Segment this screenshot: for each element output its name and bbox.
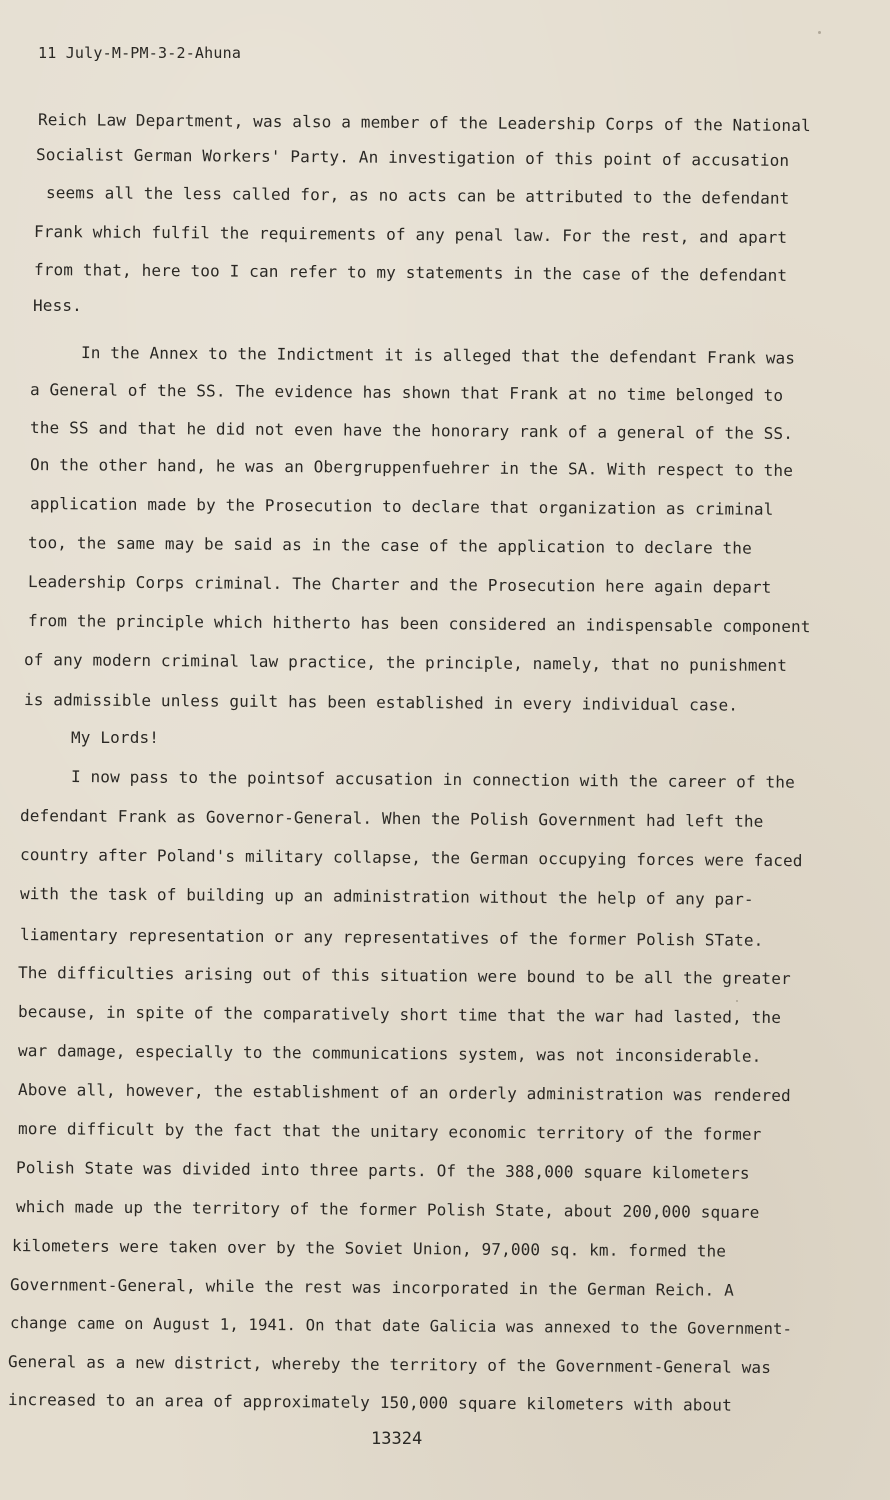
text-line: On the other hand, he was an Obergruppenfuehrer in the SA. With respect to the xyxy=(29,455,794,480)
text-line: seems all the less called for, as no acts can be attributed to the defendant xyxy=(45,183,790,208)
text-line: My Lords! xyxy=(71,728,160,747)
text-line: I now pass to the pointsof accusation in connection with the career of the xyxy=(70,767,795,792)
text-line: is admissible unless guilt has been established in every individual case. xyxy=(23,690,739,715)
page-number: 13324 xyxy=(371,1429,423,1449)
text-line: General as a new district, whereby the territory of the Government-General was xyxy=(7,1352,772,1377)
text-line: kilometers were taken over by the Soviet Union, 97,000 sq. km. formed the xyxy=(11,1236,727,1261)
text-line: Socialist German Workers' Party. An investigation of this point of accusation xyxy=(35,145,790,170)
paper-speck xyxy=(818,31,821,34)
text-line: of any modern criminal law practice, the principle, namely, that no punishment xyxy=(23,650,788,675)
text-line: country after Poland's military collapse, the German occupying forces were faced xyxy=(19,845,803,871)
text-line: with the task of building up an administration without the help of any par- xyxy=(19,884,754,909)
text-line: which made up the territory of the former Polish State, about 200,000 square xyxy=(15,1197,760,1222)
text-line: defendant Frank as Governor-General. When the Polish Government had left the xyxy=(19,806,764,831)
text-line: change came on August 1, 1941. On that date Galicia was annexed to the Government- xyxy=(9,1314,793,1339)
text-line: In the Annex to the Indictment it is alleged that the defendant Frank was xyxy=(80,343,796,368)
text-line: the SS and that he did not even have the honorary rank of a general of the SS. xyxy=(29,418,794,443)
text-line: from the principle which hitherto has been considered an indispensable component xyxy=(27,611,811,637)
text-line: Hess. xyxy=(33,296,82,315)
text-line: from that, here too I can refer to my statements in the case of the defendant xyxy=(33,260,788,285)
text-line: a General of the SS. The evidence has shown that Frank at no time belonged to xyxy=(29,380,784,405)
text-line: because, in spite of the comparatively short time that the war had lasted, the xyxy=(17,1002,782,1027)
text-line: liamentary representation or any representatives of the former Polish STate. xyxy=(19,925,764,950)
text-line: Frank which fulfil the requirements of any penal law. For the rest, and apart xyxy=(33,222,788,247)
text-line: too, the same may be said as in the case of the application to declare the xyxy=(27,533,752,558)
text-line: Reich Law Department, was also a member of the Leadership Corps of the National xyxy=(37,110,811,136)
text-line: The difficulties arising out of this situation were bound to be all the greater xyxy=(17,963,791,989)
text-line: Polish State was divided into three parts. Of the 388,000 square kilometers xyxy=(15,1158,750,1183)
text-line: Government-General, while the rest was incorporated in the German Reich. A xyxy=(9,1275,734,1300)
paper-speck xyxy=(736,1000,738,1002)
text-line: Above all, however, the establishment of an orderly administration was rendered xyxy=(17,1080,791,1106)
page-header: 11 July-M-PM-3-2-Ahuna xyxy=(38,44,242,62)
text-line: increased to an area of approximately 150,000 square kilometers with about xyxy=(7,1390,732,1415)
text-line: more difficult by the fact that the unitary economic territory of the former xyxy=(17,1119,762,1144)
text-line: Leadership Corps criminal. The Charter and the Prosecution here again depart xyxy=(27,572,772,597)
text-line: application made by the Prosecution to declare that organization as criminal xyxy=(29,494,774,519)
text-line: war damage, especially to the communications system, was not inconsiderable. xyxy=(17,1041,762,1066)
